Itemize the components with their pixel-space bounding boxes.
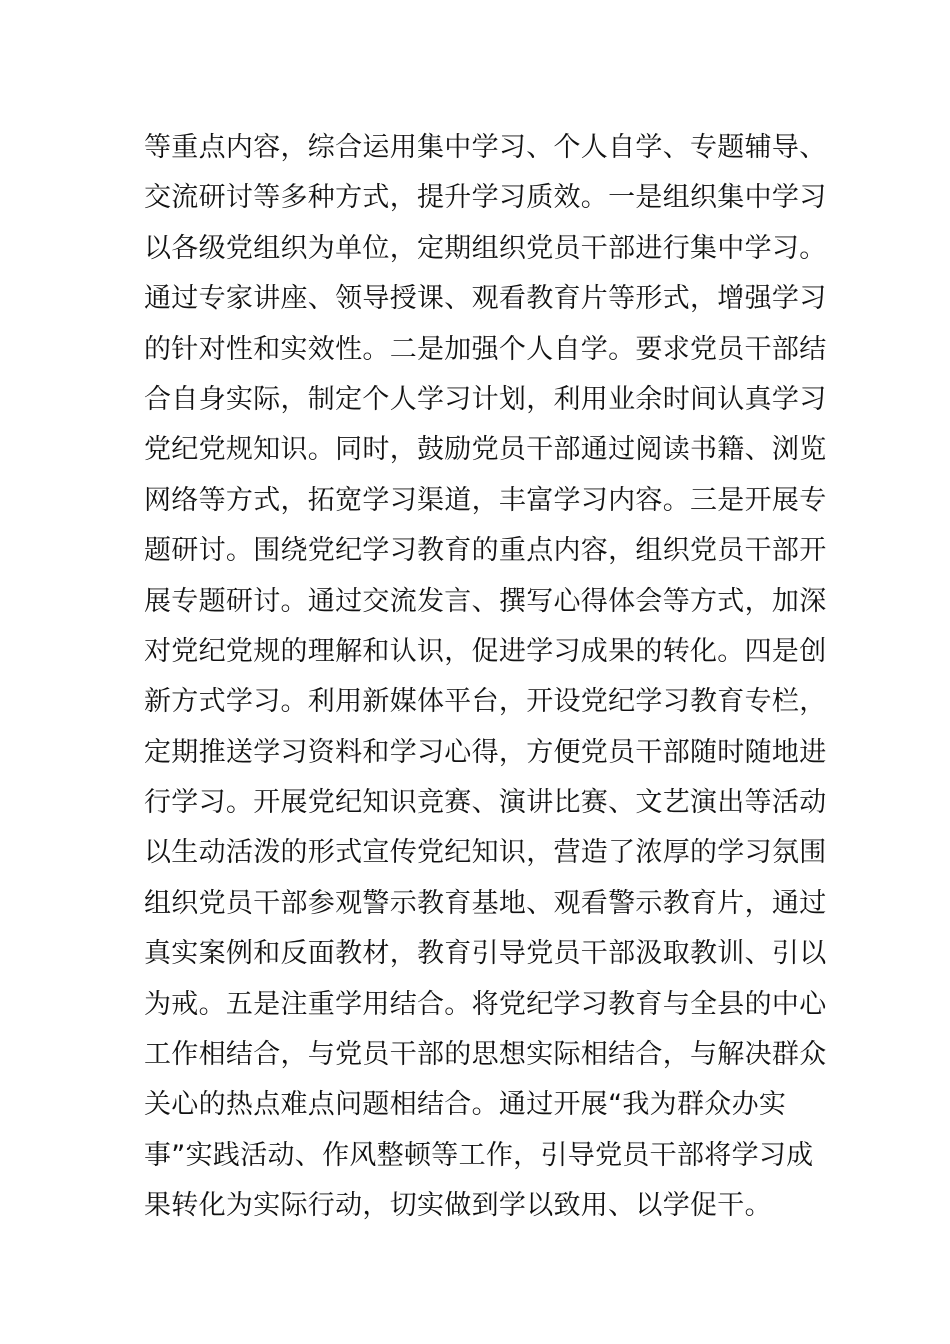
text-line: 为戒。五是注重学用结合。将党纪学习教育与全县的中心 [144, 988, 827, 1020]
text-line: 行学习。开展党纪知识竞赛、演讲比赛、文艺演出等活动 [144, 787, 827, 819]
text-line: 交流研讨等多种方式，提升学习质效。一是组织集中学习 [144, 182, 827, 214]
text-line: 的针对性和实效性。二是加强个人自学。要求党员干部结 [144, 333, 827, 365]
text-line: 定期推送学习资料和学习心得，方便党员干部随时随地进 [144, 736, 827, 768]
text-line: 新方式学习。利用新媒体平台，开设党纪学习教育专栏， [144, 686, 827, 718]
text-line: 展专题研讨。通过交流发言、撰写心得体会等方式，加深 [144, 585, 827, 617]
text-line: 党纪党规知识。同时，鼓励党员干部通过阅读书籍、浏览 [144, 434, 827, 466]
text-line: 网络等方式，拓宽学习渠道，丰富学习内容。三是开展专 [144, 484, 827, 516]
text-line: 组织党员干部参观警示教育基地、观看警示教育片，通过 [144, 887, 827, 919]
text-line: 对党纪党规的理解和认识，促进学习成果的转化。四是创 [144, 635, 827, 667]
text-line: 关心的热点难点问题相结合。通过开展“我为群众办实 [144, 1089, 787, 1121]
text-line: 真实案例和反面教材，教育引导党员干部汲取教训、引以 [144, 938, 827, 970]
text-line: 果转化为实际行动，切实做到学以致用、以学促干。 [144, 1190, 772, 1222]
text-line: 题研讨。围绕党纪学习教育的重点内容，组织党员干部开 [144, 535, 827, 567]
text-line: 工作相结合，与党员干部的思想实际相结合，与解决群众 [144, 1039, 827, 1071]
text-line: 合自身实际，制定个人学习计划，利用业余时间认真学习 [144, 383, 827, 415]
text-line: 等重点内容，综合运用集中学习、个人自学、专题辅导、 [144, 132, 827, 163]
text-line: 以各级党组织为单位，定期组织党员干部进行集中学习。 [144, 232, 827, 264]
text-line: 通过专家讲座、领导授课、观看教育片等形式，增强学习 [144, 283, 827, 315]
text-line: 事”实践活动、作风整顿等工作，引导党员干部将学习成 [144, 1139, 814, 1171]
body-paragraph [144, 123, 827, 1232]
text-line: 以生动活泼的形式宣传党纪知识，营造了浓厚的学习氛围 [144, 837, 827, 869]
